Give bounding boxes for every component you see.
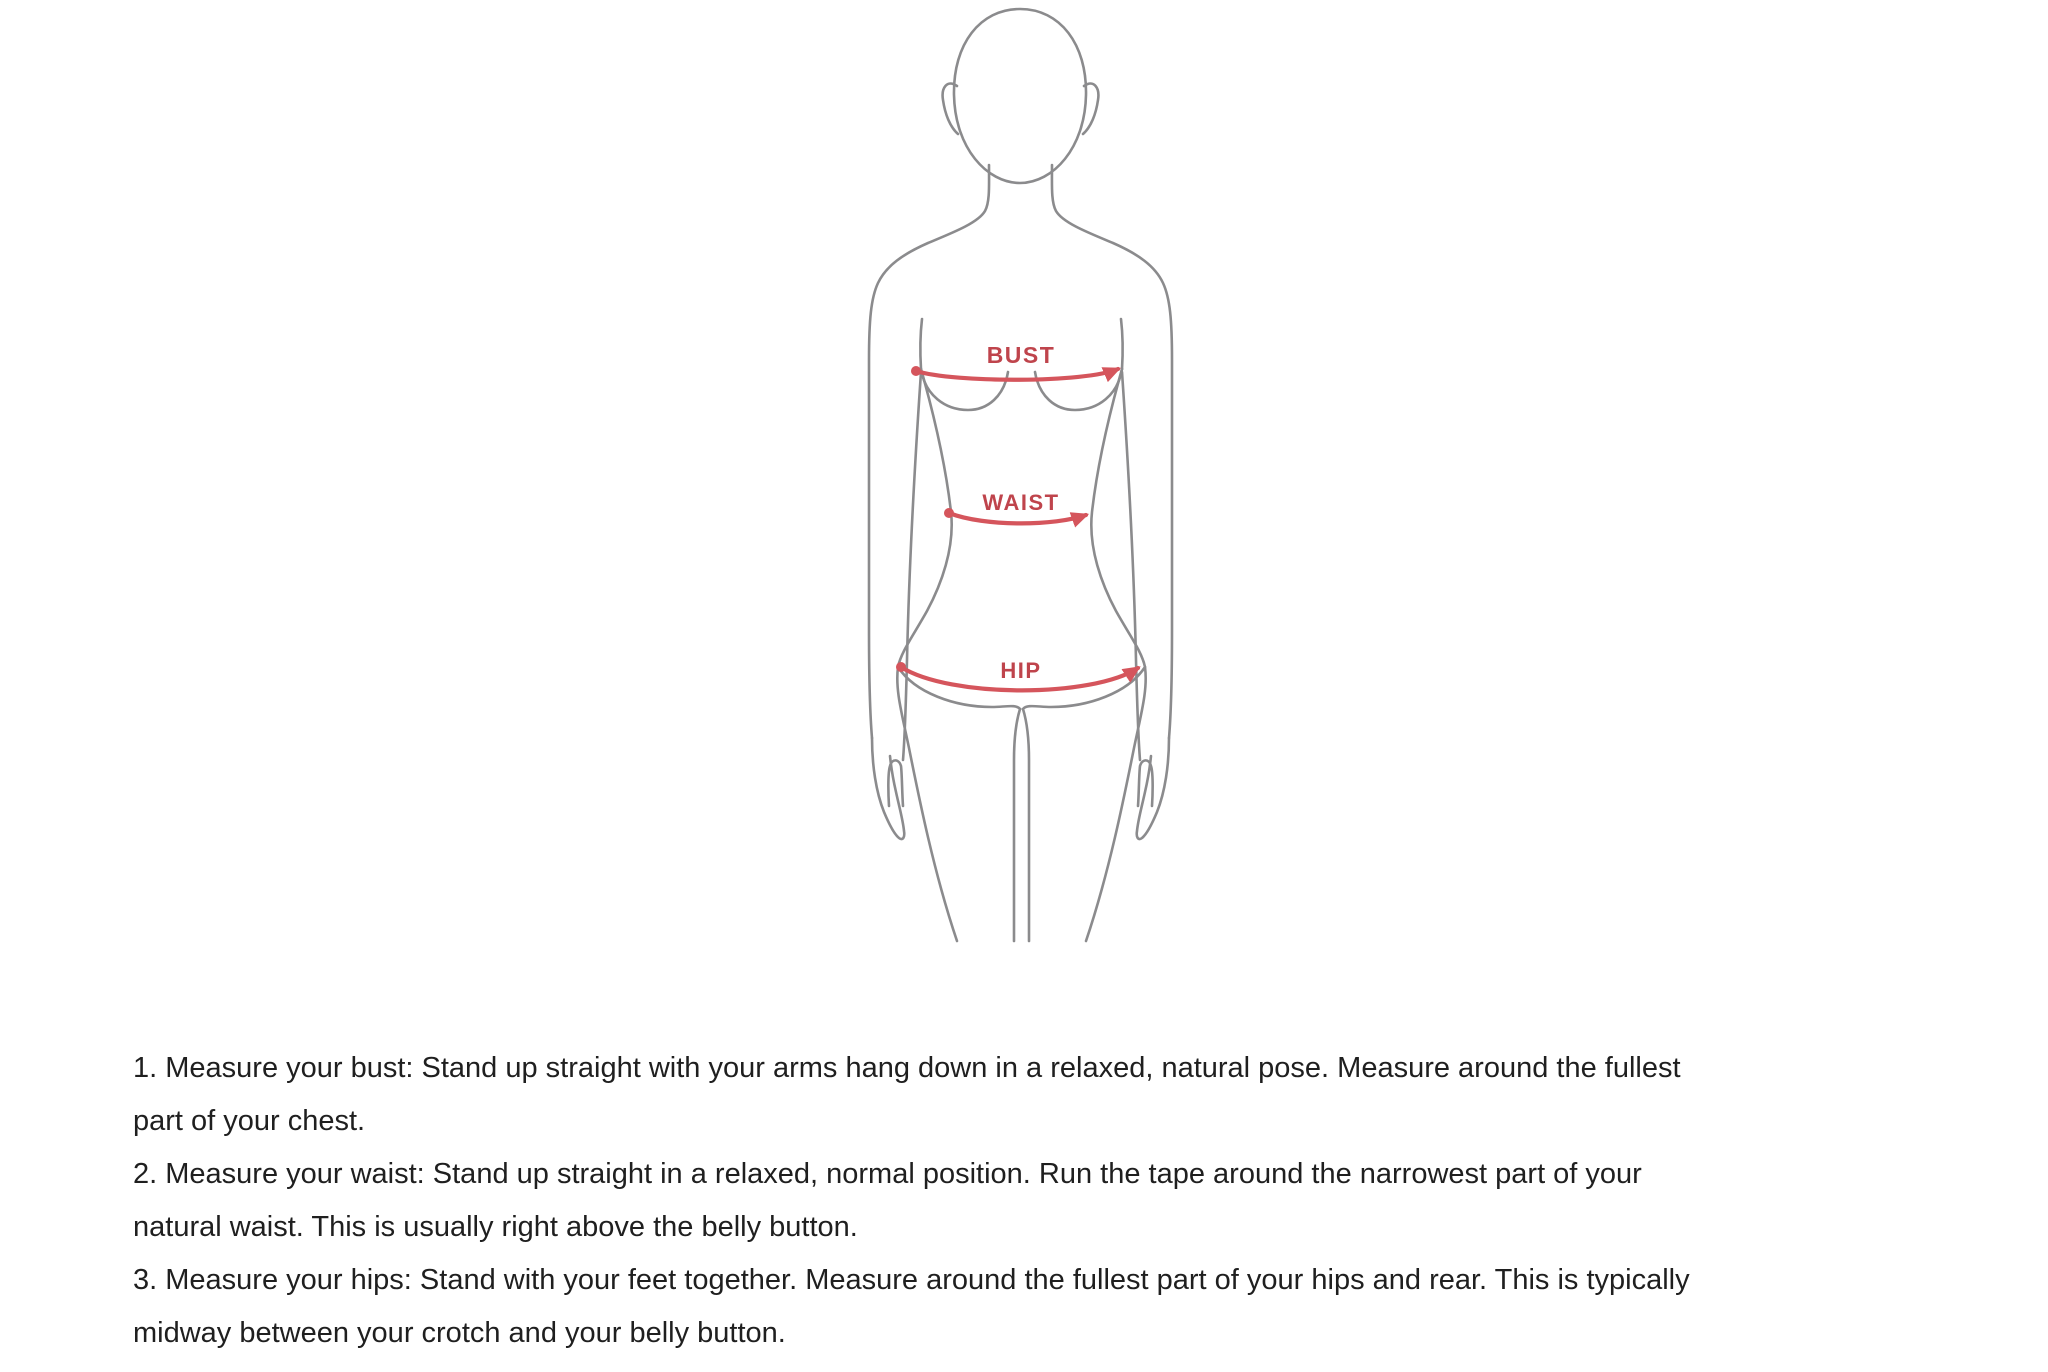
bust-label: BUST <box>986 342 1056 368</box>
right-neck-shoulder-arm <box>1052 165 1172 738</box>
right-inner-arm <box>1122 372 1140 760</box>
hip-label: HIP <box>1000 658 1042 683</box>
instruction-line-3: 2. Measure your waist: Stand up straight in a relaxed, normal position. Run the tape around the narrowest part of your <box>133 1158 1642 1190</box>
bust-measure-arrow <box>916 369 1118 380</box>
right-thumb <box>1138 760 1153 806</box>
left-neck-shoulder-arm <box>869 165 989 738</box>
left-thumb <box>888 760 903 806</box>
left-armpit-line <box>920 319 922 369</box>
waist-label: WAIST <box>982 490 1060 515</box>
instruction-line-1: 1. Measure your bust: Stand up straight with your arms hang down in a relaxed, natural pose. Measure around the fullest <box>133 1052 1681 1084</box>
instruction-line-6: midway between your crotch and your belly button. <box>133 1317 786 1349</box>
body-figure-svg <box>645 0 1175 970</box>
measurement-diagram <box>645 0 1175 970</box>
instruction-line-4: natural waist. This is usually right above the belly button. <box>133 1211 858 1243</box>
right-armpit-line <box>1121 319 1123 369</box>
instruction-line-5: 3. Measure your hips: Stand with your feet together. Measure around the fullest part of your hips and rear. This is typically <box>133 1264 1690 1296</box>
left-inner-arm <box>903 372 921 760</box>
measurement-instructions <box>133 1042 1973 1360</box>
left-inner-leg <box>1014 709 1020 941</box>
right-inner-leg <box>1023 709 1029 941</box>
head-outline <box>954 9 1086 183</box>
instruction-line-2: part of your chest. <box>133 1105 366 1137</box>
